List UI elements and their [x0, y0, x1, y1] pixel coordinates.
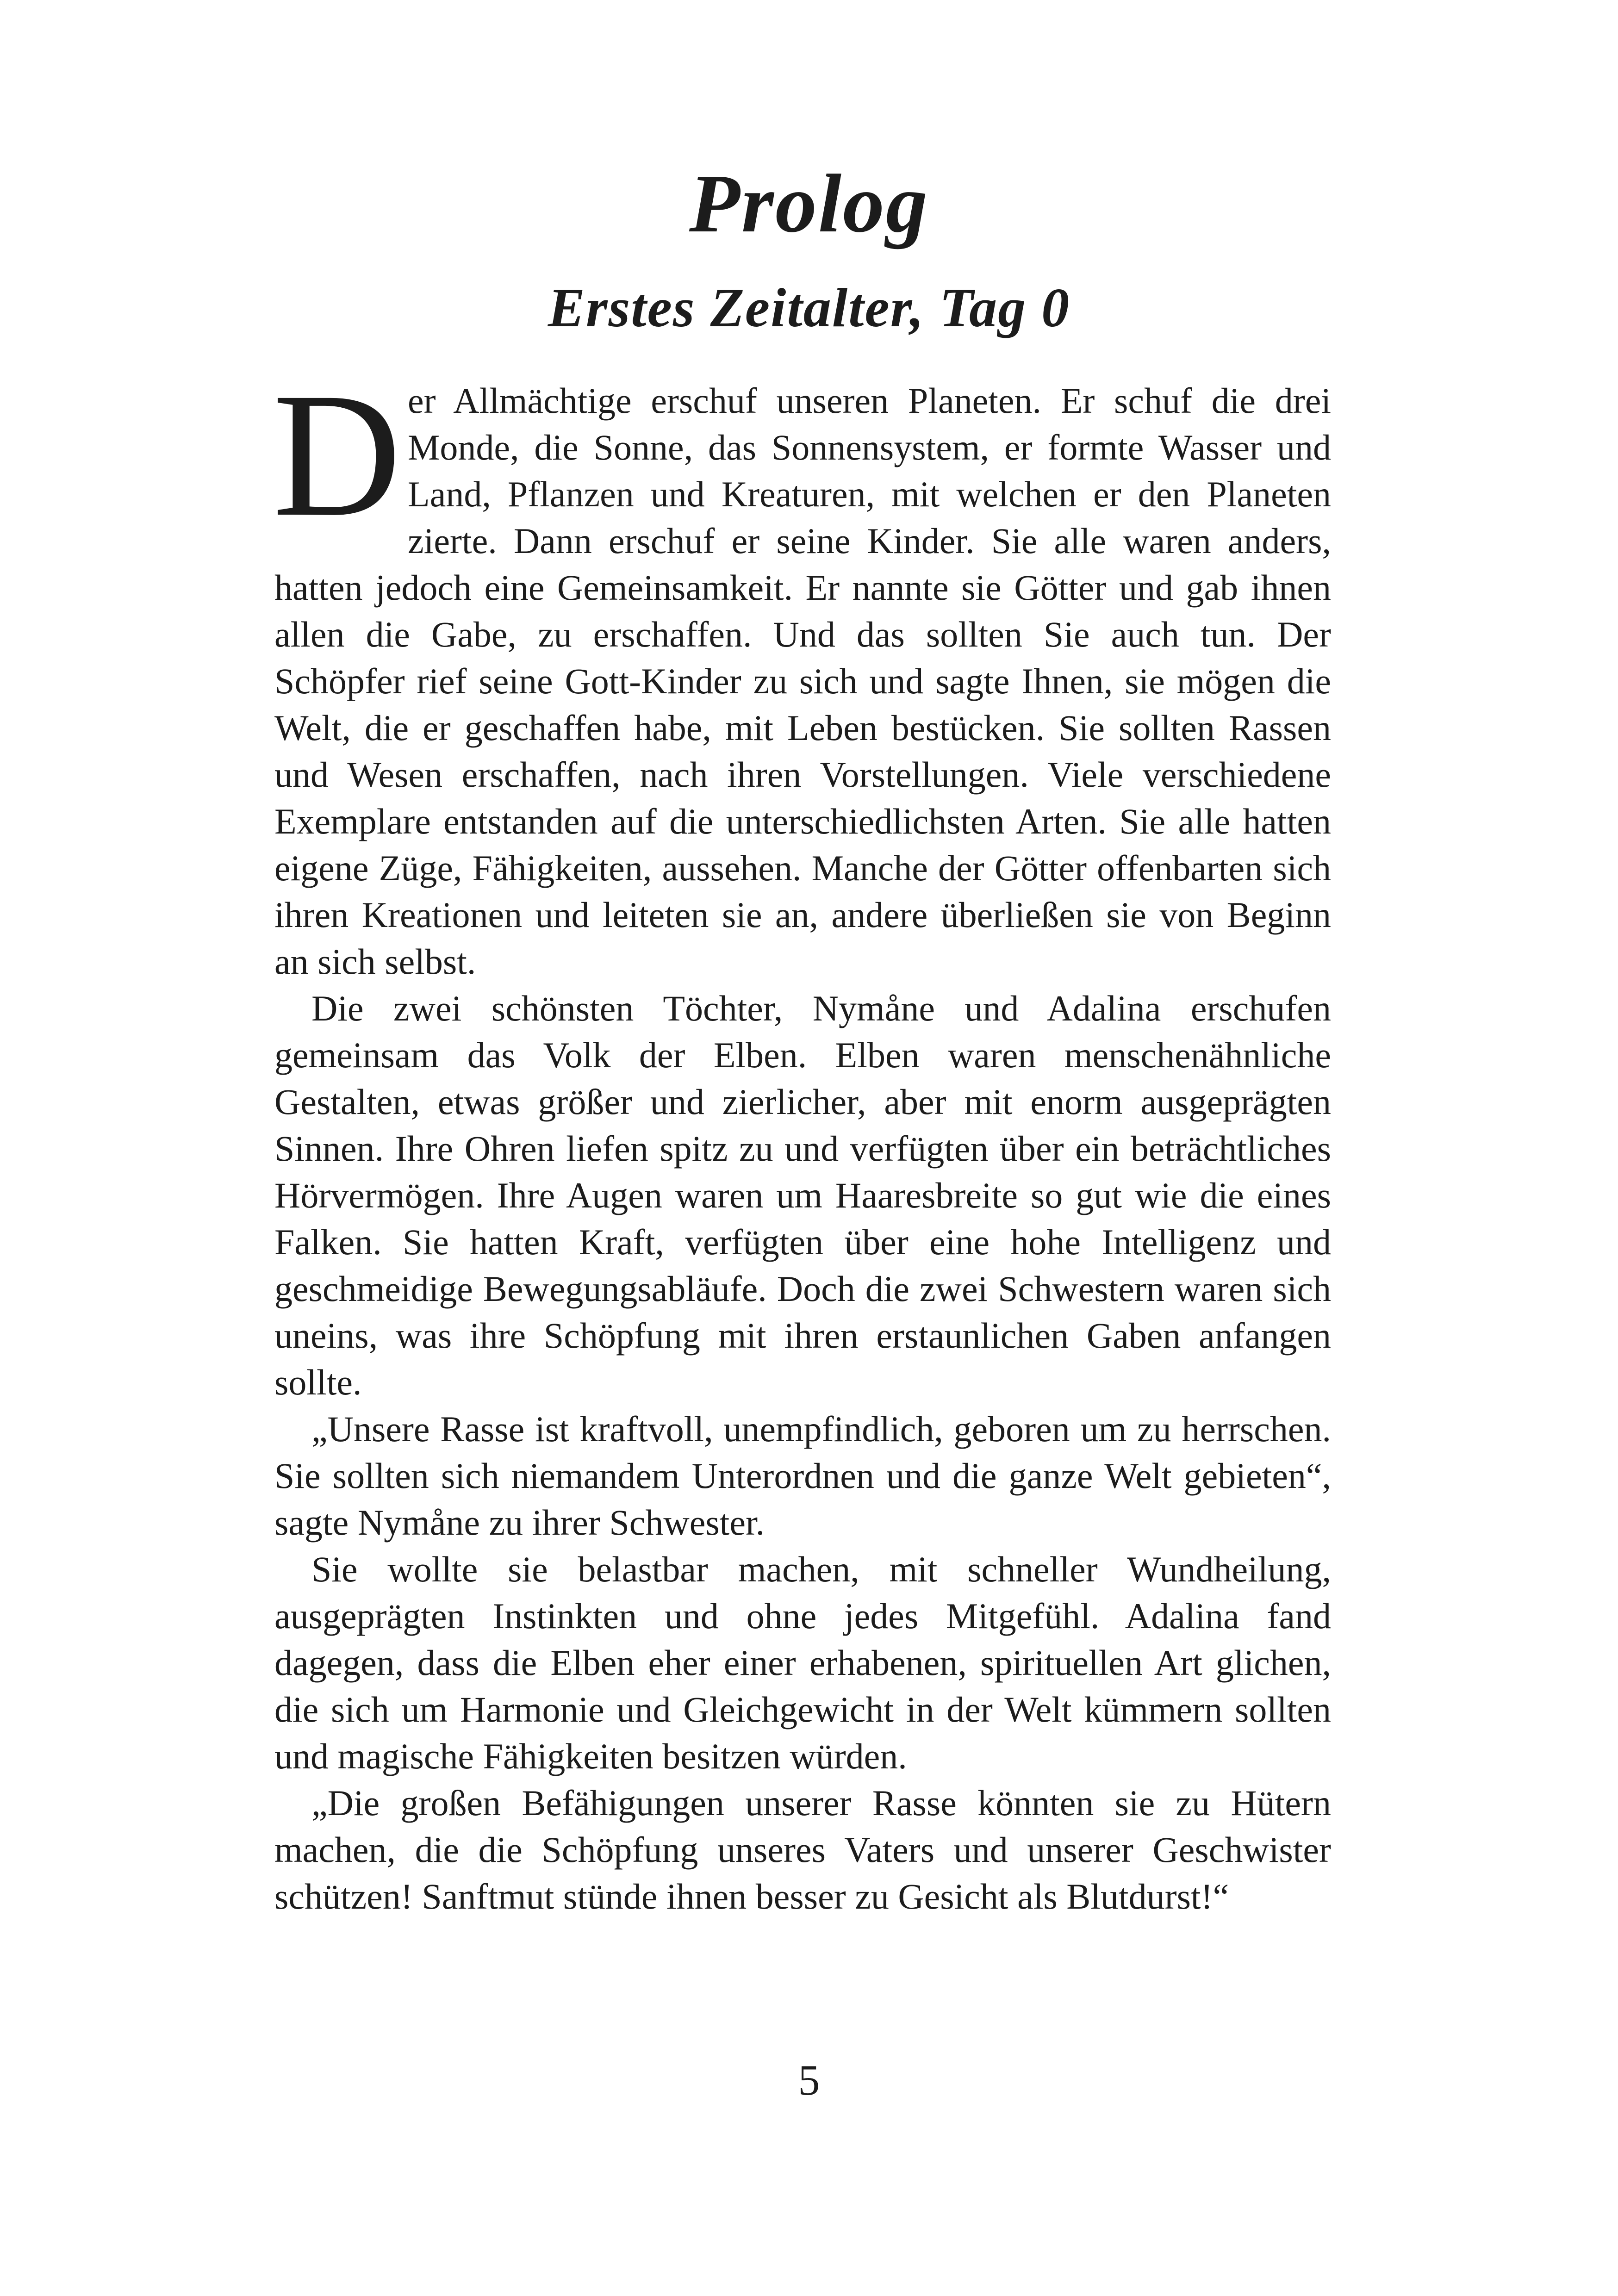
paragraph: Sie wollte sie belastbar machen, mit schneller Wundheilung, ausgeprägten Instinkten und ohne jedes Mitgefühl. Adalina fand dagegen, dass die Elben eher einer erhabenen, spirituellen Art glichen, die sich um Harmonie und Gleichgewicht in der Welt kümmern sollten und magische Fähigkeiten besitzen würden.	[274, 1549, 1331, 1776]
drop-cap: D	[273, 356, 402, 554]
page-number: 5	[798, 2056, 820, 2104]
paragraph-text: er Allmächtige erschuf unseren Planeten. Er schuf die drei Monde, die Sonne, das Sonnensystem, er formte Wasser und Land, Pflanzen und Kreaturen, mit welchen er den Planeten zierte. Dann erschuf er seine Kinder. Sie alle waren anders, hatten jedoch eine Gemeinsamkeit. Er nannte sie Götter und gab ihnen allen die Gabe, zu erschaffen. Und das sollten Sie auch tun. Der Schöpfer rief seine Gott-Kinder zu sich und sagte Ihnen, sie mögen die Welt, die er geschaffen habe, mit Leben bestücken. Sie sollten Rassen und Wesen erschaffen, nach ihren Vorstellungen. Viele verschiedene Exemplare entstanden auf die unterschiedlichsten Arten. Sie alle hatten eigene Züge, Fähigkeiten, aussehen. Manche der Götter offenbarten sich ihren Kreationen und leiteten sie an, andere überließen sie von Beginn an sich selbst.	[274, 380, 1331, 982]
paragraph: Die zwei schönsten Töchter, Nymåne und Adalina erschufen gemeinsam das Volk der Elben. Elben waren menschenähnliche Gestalten, etwas größer und zierlicher, aber mit enorm ausgeprägten Sinnen. Ihre Ohren liefen spitz zu und verfügten über ein beträchtliches Hörvermögen. Ihre Augen waren um Haaresbreite so gut wie die eines Falken. Sie hatten Kraft, verfügten über eine hohe Intelligenz und geschmeidige Bewegungsabläufe. Doch die zwei Schwestern waren sich uneins, was ihre Schöpfung mit ihren erstaunlichen Gaben anfangen sollte.	[274, 988, 1331, 1402]
paragraph: „Unsere Rasse ist kraftvoll, unempfindlich, geboren um zu herrschen. Sie sollten sich niemandem Unterordnen und die ganze Welt gebieten“, sagte Nymåne zu ihrer Schwester.	[274, 1409, 1331, 1543]
paragraph	[273, 356, 1331, 985]
chapter-subtitle: Erstes Zeitalter, Tag 0	[548, 277, 1070, 338]
chapter-body	[273, 356, 1331, 1920]
paragraph: „Die großen Befähigungen unserer Rasse könnten sie zu Hütern machen, die die Schöpfung unseres Vaters und unserer Geschwister schützen! Sanftmut stünde ihnen besser zu Gesicht als Blutdurst!“	[274, 1783, 1331, 1916]
chapter-title: Prolog	[689, 157, 929, 249]
